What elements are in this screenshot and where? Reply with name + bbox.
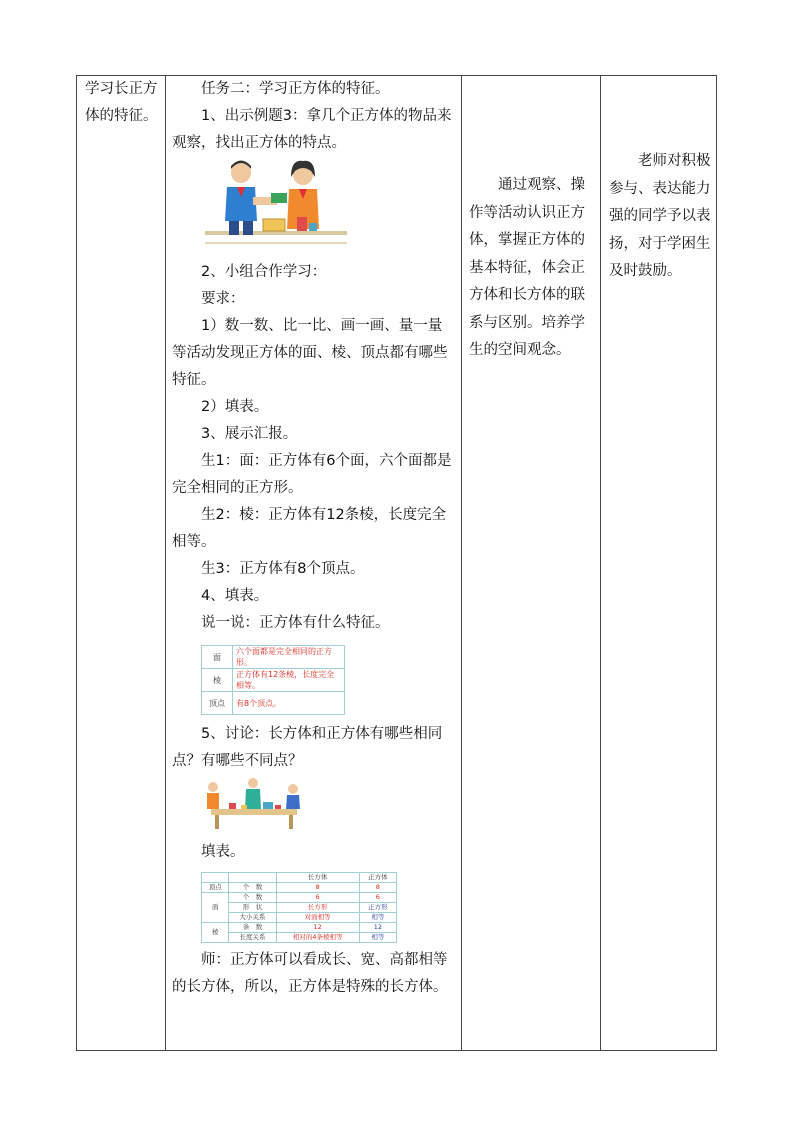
cell-value: 8	[276, 883, 359, 893]
purpose-cell: 通过观察、操作等活动认识正方体，掌握正方体的基本特征，体会正方体和长方体的联系与区别。培养学生的空间观念。	[469, 177, 585, 358]
table-row	[202, 903, 397, 913]
student-2: 生2：棱：正方体有12条棱，长度完全相等。	[172, 507, 447, 550]
sub-label: 条 数	[229, 923, 276, 933]
teacher-summary: 师：正方体可以看成长、宽、高都相等的长方体，所以，正方体是特殊的长方体。	[172, 952, 448, 995]
cell-value: 长方形	[276, 903, 359, 913]
table-row	[202, 913, 397, 923]
table-row	[202, 646, 345, 669]
say-prompt: 说一说：正方体有什么特征。	[201, 615, 390, 631]
header-cube: 正方体	[359, 873, 396, 883]
cell-value: 6	[276, 893, 359, 903]
table-key: 顶点	[202, 692, 233, 715]
table-row	[202, 883, 397, 893]
cube-feature-table	[201, 645, 345, 715]
column-divider	[165, 76, 166, 1050]
row-label-edge: 棱	[202, 923, 229, 943]
cell-value: 正方形	[359, 903, 396, 913]
table-key: 棱	[202, 669, 233, 692]
sub-label: 大小关系	[229, 913, 276, 923]
lesson-table	[76, 75, 717, 1051]
column-divider	[600, 76, 601, 1050]
table-value: 有8个顶点。	[233, 692, 345, 715]
table-row	[202, 669, 345, 692]
step-4: 4、填表。	[201, 588, 269, 604]
requirement-label: 要求：	[201, 291, 245, 307]
table-cell	[229, 873, 276, 883]
cell-value: 6	[359, 893, 396, 903]
activity-cell	[172, 76, 455, 1001]
cell-value: 12	[359, 923, 396, 933]
cell-value: 8	[359, 883, 396, 893]
students-observing-illustration	[201, 157, 351, 249]
step-2: 2、小组合作学习：	[201, 264, 327, 280]
comparison-table	[201, 872, 397, 943]
cell-value: 相等	[359, 913, 396, 923]
evaluation-cell: 老师对积极参与、表达能力强的同学予以表扬，对于学困生及时鼓励。	[609, 153, 711, 279]
fill-prompt: 填表。	[201, 844, 245, 860]
student-1: 生1：面：正方体有6个面，六个面都是完全相同的正方形。	[172, 453, 452, 496]
table-key: 面	[202, 646, 233, 669]
student-3: 生3：正方体有8个顶点。	[201, 561, 365, 577]
sub-label: 长度关系	[229, 933, 276, 943]
sub-label: 个 数	[229, 893, 276, 903]
row-label-face: 面	[202, 893, 229, 923]
table-row	[202, 893, 397, 903]
cell-value: 相对的4条棱相等	[276, 933, 359, 943]
requirement-1: 1）数一数、比一比、画一画、量一量等活动发现正方体的面、棱、顶点都有哪些特征。	[172, 318, 448, 388]
sub-label: 形 状	[229, 903, 276, 913]
cell-value: 12	[276, 923, 359, 933]
group-discussion-illustration	[201, 775, 311, 831]
table-value: 六个面都是完全相同的正方形。	[233, 646, 345, 669]
table-row	[202, 923, 397, 933]
table-row	[202, 873, 397, 883]
column-divider	[461, 76, 462, 1050]
step-5: 5、讨论：长方体和正方体有哪些相同点？有哪些不同点？	[172, 726, 443, 769]
step-1: 1、出示例题3：拿几个正方体的物品来观察，找出正方体的特点。	[172, 108, 452, 151]
table-row	[202, 692, 345, 715]
cell-value: 相等	[359, 933, 396, 943]
table-value: 正方体有12条棱，长度完全相等。	[233, 669, 345, 692]
requirement-2: 2）填表。	[201, 399, 269, 415]
cell-value: 对面相等	[276, 913, 359, 923]
step-3: 3、展示汇报。	[201, 426, 298, 442]
table-row	[202, 933, 397, 943]
table-cell	[202, 873, 229, 883]
header-cuboid: 长方体	[276, 873, 359, 883]
sub-label: 个 数	[229, 883, 276, 893]
objective-cell: 学习长正方体的特征。	[85, 81, 158, 124]
task-title: 任务二：学习正方体的特征。	[201, 81, 390, 97]
row-label-vertex: 顶点	[202, 883, 229, 893]
